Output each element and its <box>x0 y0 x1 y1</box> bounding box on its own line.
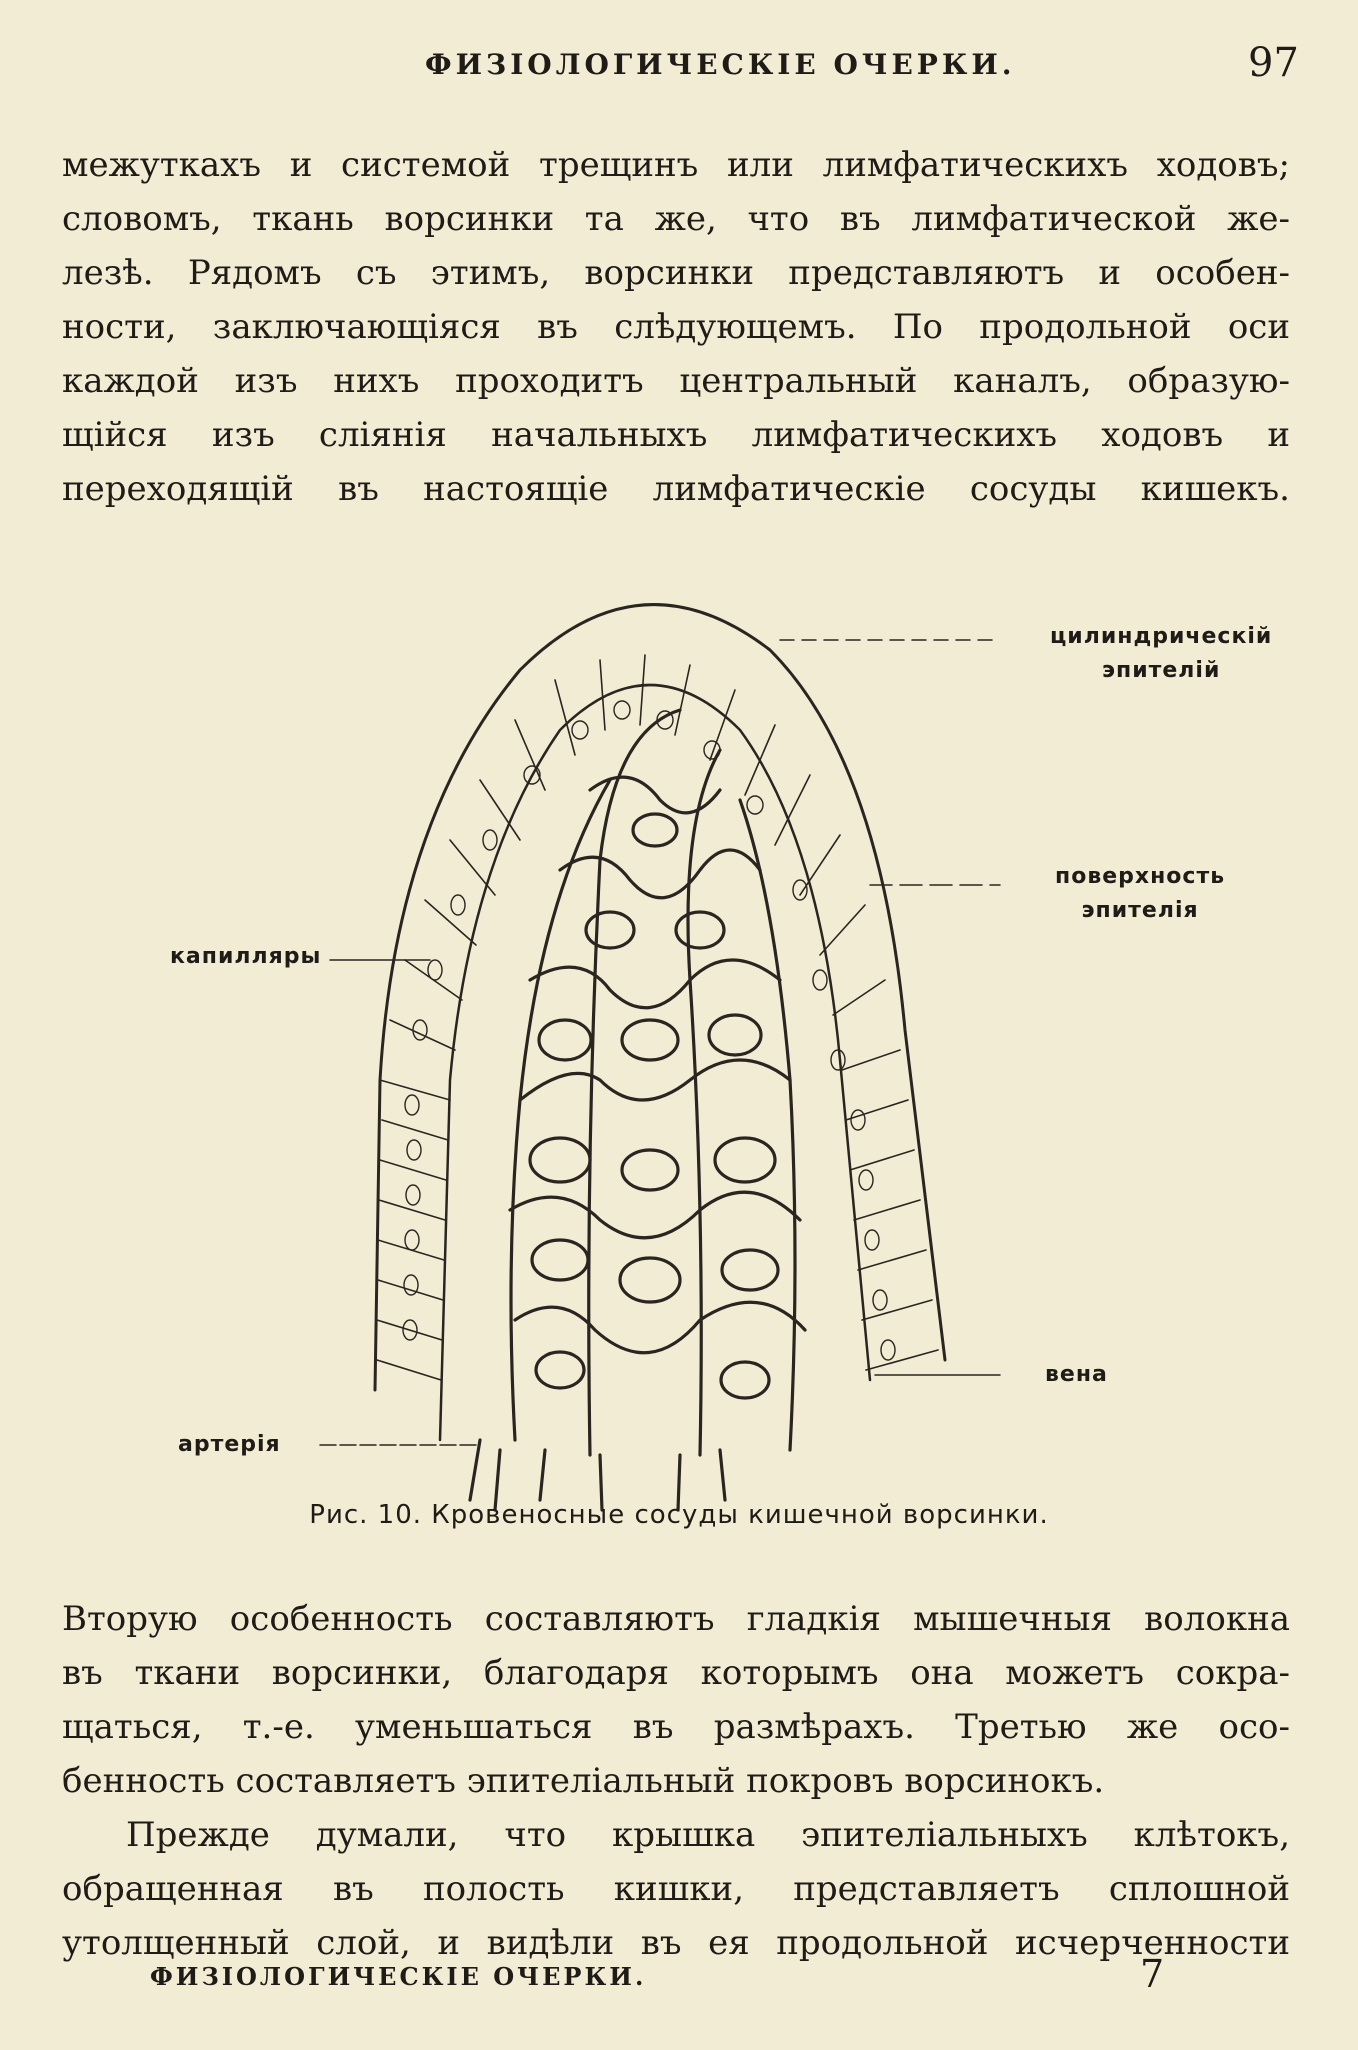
running-head <box>0 40 1358 90</box>
text-line: щаться, т.-е. уменьшаться въ размѣрахъ. Третью же осо- <box>62 1707 1290 1747</box>
label-vein: вена <box>1045 1362 1108 1387</box>
text-line: утолщенный слой, и видѣли въ ея продольной исчерченности <box>62 1923 1290 1963</box>
text-line: межуткахъ и системой трещинъ или лимфатическихъ ходовъ; <box>62 145 1290 185</box>
sheet-number: 7 <box>1140 1952 1165 1996</box>
text-line: каждой изъ нихъ проходитъ центральный каналъ, образую- <box>62 361 1290 401</box>
text-line: въ ткани ворсинки, благодаря которымъ она можетъ сокра- <box>62 1653 1290 1693</box>
label-artery: артерiя <box>178 1432 281 1457</box>
label-cylindrical-epithelium-line2: эпителiй <box>1101 658 1221 683</box>
capillary-network <box>470 710 805 1510</box>
label-epithelium-surface-line2: эпителiя <box>1081 898 1199 923</box>
cell-nuclei <box>403 701 895 1360</box>
label-cylindrical-epithelium-line1: цилиндрическiй <box>1050 624 1273 649</box>
label-epithelium-surface-line1: поверхность <box>1055 864 1226 889</box>
text-line: Вторую особенность составляютъ гладкiя мышечныя волокна <box>62 1599 1290 1639</box>
text-line: словомъ, ткань ворсинки та же, что въ лимфатической же- <box>62 199 1290 239</box>
running-title: ФИЗIОЛОГИЧЕСКIЕ ОЧЕРКИ. <box>425 48 1016 81</box>
text-line: лезѣ. Рядомъ съ этимъ, ворсинки представляютъ и особен- <box>62 253 1290 293</box>
text-line: переходящiй въ настоящiе лимфатическiе сосуды кишекъ. <box>62 469 1290 509</box>
text-line: бенность составляетъ эпителiальный покровъ ворсинокъ. <box>62 1761 1105 1801</box>
figure-caption: Рис. 10. Кровеносные сосуды кишечной ворсинки. <box>309 1500 1049 1530</box>
label-epithelium-surface <box>1055 860 1225 928</box>
label-cylindrical-epithelium <box>1050 620 1272 688</box>
paragraph-top <box>62 138 1290 516</box>
villus-illustration <box>0 560 1358 1540</box>
printer-signature: ФИЗIОЛОГИЧЕСКIЕ ОЧЕРКИ. <box>150 1962 647 1991</box>
paragraph-bottom <box>62 1592 1290 1970</box>
epithelial-cells <box>377 655 938 1380</box>
epithelium-inner-boundary <box>440 685 870 1440</box>
villus-figure <box>0 560 1358 1540</box>
text-line: Прежде думали, что крышка эпителiальныхъ клѣтокъ, <box>126 1815 1290 1855</box>
leader-lines <box>320 640 1000 1445</box>
label-capillaries: капилляры <box>170 944 322 969</box>
text-line: щiйся изъ слiянiя начальныхъ лимфатическихъ ходовъ и <box>62 415 1290 455</box>
page-number: 97 <box>1248 40 1299 86</box>
text-line: обращенная въ полость кишки, представляетъ сплошной <box>62 1869 1290 1909</box>
text-line: ности, заключающiяся въ слѣдующемъ. По продольной оси <box>62 307 1290 347</box>
